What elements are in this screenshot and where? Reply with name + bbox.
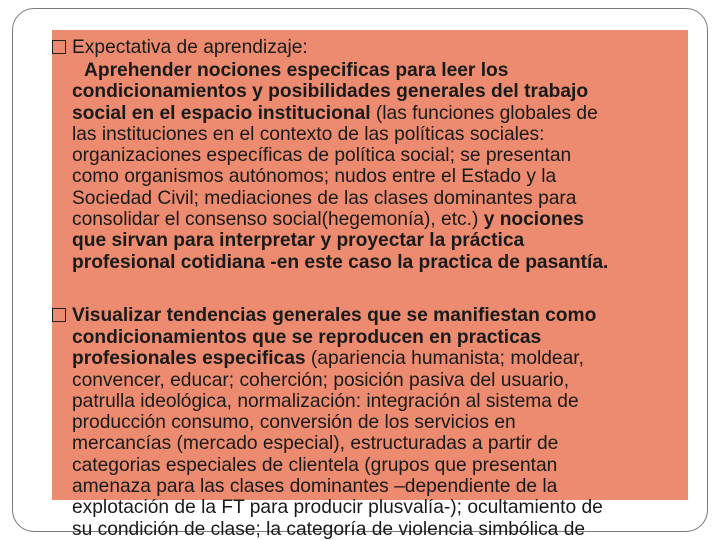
item-1-bold-outro: y nociones que sirvan para interpretar y proyectar la práctica profesional cotidiana -en este caso la practica de pasantía. [72,209,609,273]
item-1-normal-text: (las funciones globales de las instituciones en el contexto de las políticas sociales: organizaciones específicas de política social; se presentan como organismos autónomos; nudos entre el Estado y la Sociedad Civil; mediaciones de las clases dominantes para consolidar el consenso social(hegemonía), etc.) [72,102,598,231]
item-1-body [72,60,692,273]
checkbox-bullet-icon [52,308,66,322]
item-2-body [72,327,692,540]
item-2-first-line: Visualizar tendencias generales que se manifiestan como [72,305,597,326]
item-1-heading: Expectativa de aprendizaje: [72,37,308,58]
item-1-bold-intro: Aprehender nociones especificas para leer los condicionamientos y posibilidades generales del trabajo social en el espacio institucional [72,60,589,124]
item-2-bold-text: condicionamientos que se reproducen en practicas profesionales especificas [72,327,542,370]
item-2-normal-text: (apariencia humanista; moldear, convencer, educar; coherción; posición pasiva del usuario, patrulla ideológica, normalización: integración al sistema de producción consumo, conversión de los servicios en mercancías (mercado especial), estructuradas a partir de categorias especiales de clientela (grupos que presentan amenaza para las clases dominantes –dependiente de la explotación de la FT para producir plusvalía-); ocultamiento de su condición de clase; la categoría de violencia simbólica de [72,348,603,540]
checkbox-bullet-icon [52,40,66,54]
